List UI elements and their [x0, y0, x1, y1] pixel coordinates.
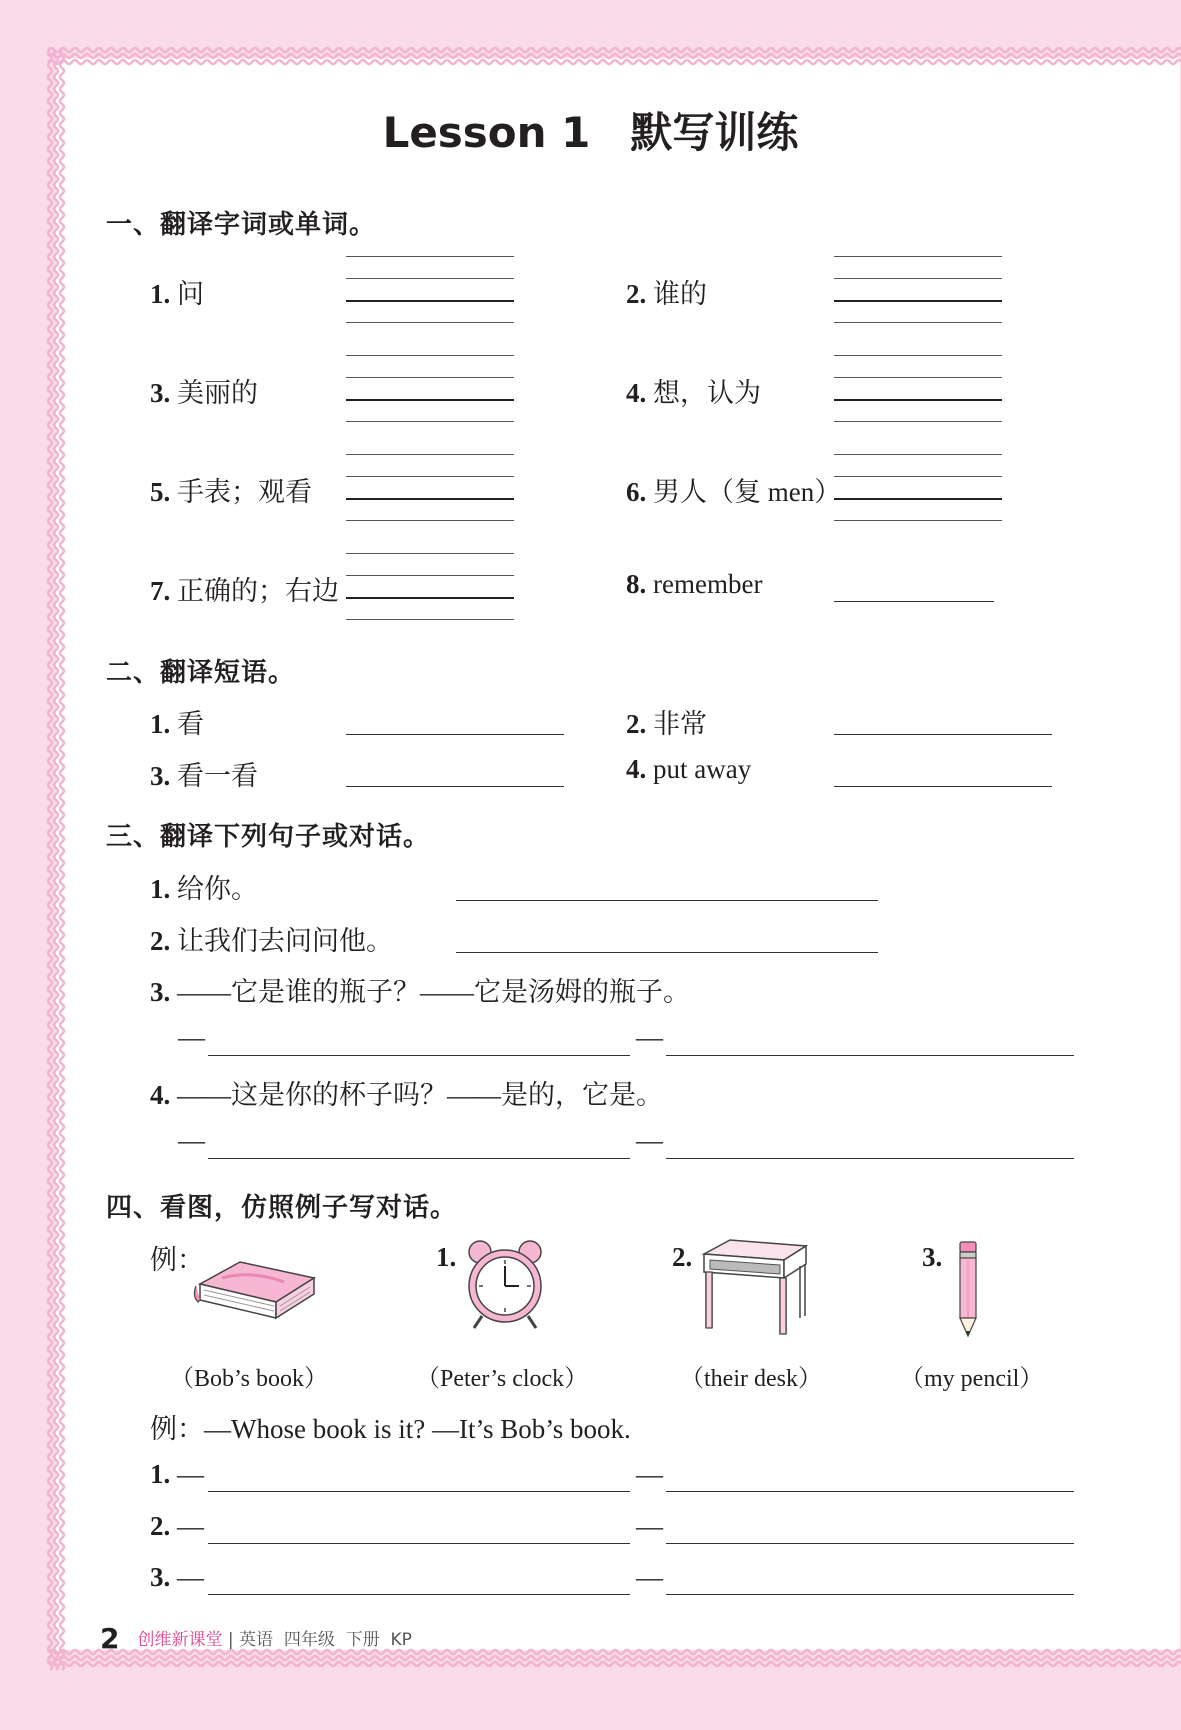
s3-item-4: 4. ——这是你的杯子吗？——是的，它是。 — [150, 1080, 663, 1110]
answer-line[interactable] — [346, 786, 564, 787]
answer-line[interactable] — [666, 1594, 1074, 1595]
s1-item-4: 4. 想，认为 — [626, 378, 761, 408]
desk-icon — [700, 1238, 810, 1336]
section2-heading: 二、翻译短语。 — [106, 658, 296, 688]
caption-peters-clock: （Peter’s clock） — [416, 1366, 589, 1392]
brand-name: 创维新课堂 — [137, 1630, 223, 1650]
picture-number: 3. — [922, 1242, 943, 1272]
s3-item-2: 2. 让我们去问问他。 — [150, 926, 393, 956]
s2-item-2: 2. 非常 — [626, 709, 707, 739]
s2-item-1: 1. 看 — [150, 709, 204, 739]
section4-heading: 四、看图，仿照例子写对话。 — [106, 1193, 458, 1223]
s1-item-7: 7. 正确的；右边 — [150, 576, 339, 606]
answer-line[interactable] — [666, 1543, 1074, 1544]
answer-line[interactable] — [456, 900, 878, 901]
dash: — — [178, 1022, 205, 1052]
answer-line[interactable] — [666, 1158, 1074, 1159]
s1-item-6: 6. 男人（复 men） — [626, 477, 842, 507]
answer-line[interactable] — [208, 1055, 630, 1056]
s1-item-8: 8. remember — [626, 569, 763, 599]
dash: — — [636, 1022, 663, 1052]
s4-answer-1: 1. — — [150, 1459, 204, 1489]
example-dialog: 例：—Whose book is it? —It’s Bob’s book. — [150, 1414, 631, 1444]
dash: — — [636, 1459, 663, 1489]
example-label: 例： — [150, 1245, 204, 1275]
caption-bobs-book: （Bob’s book） — [170, 1366, 329, 1392]
s1-item-5: 5. 手表；观看 — [150, 477, 312, 507]
section1-heading: 一、翻译字词或单词。 — [106, 210, 377, 240]
alarm-clock-icon — [462, 1238, 548, 1330]
four-line-grid[interactable] — [346, 355, 514, 421]
answer-line[interactable] — [834, 734, 1052, 735]
answer-line[interactable] — [208, 1158, 630, 1159]
lesson-number: Lesson 1 — [382, 108, 591, 157]
s1-item-1: 1. 问 — [150, 279, 204, 309]
four-line-grid[interactable] — [346, 553, 514, 619]
answer-line[interactable] — [666, 1491, 1074, 1492]
s4-answer-3: 3. — — [150, 1562, 204, 1592]
page-title — [0, 100, 1181, 160]
footer-separator: | — [227, 1630, 234, 1650]
four-line-grid[interactable] — [834, 256, 1002, 322]
s3-item-3: 3. ——它是谁的瓶子？——它是汤姆的瓶子。 — [150, 977, 690, 1007]
four-line-grid[interactable] — [834, 355, 1002, 421]
dash: — — [636, 1562, 663, 1592]
pencil-icon — [956, 1238, 980, 1338]
page-footer — [100, 1622, 412, 1655]
dash: — — [636, 1511, 663, 1541]
lesson-name: 默写训练 — [630, 108, 799, 157]
dash: — — [178, 1125, 205, 1155]
s1-item-2: 2. 谁的 — [626, 279, 707, 309]
s2-item-4: 4. put away — [626, 754, 752, 784]
four-line-grid[interactable] — [346, 454, 514, 520]
answer-line[interactable] — [834, 601, 994, 602]
answer-line[interactable] — [834, 786, 1052, 787]
caption-their-desk: （their desk） — [680, 1366, 822, 1392]
answer-line[interactable] — [208, 1594, 630, 1595]
four-line-grid[interactable] — [834, 454, 1002, 520]
picture-number: 2. — [672, 1242, 693, 1272]
answer-line[interactable] — [208, 1491, 630, 1492]
s1-item-3: 3. 美丽的 — [150, 378, 258, 408]
dash: — — [636, 1125, 663, 1155]
page-number: 2 — [100, 1622, 120, 1655]
book-icon — [192, 1256, 322, 1324]
answer-line[interactable] — [346, 734, 564, 735]
s2-item-3: 3. 看一看 — [150, 761, 258, 791]
four-line-grid[interactable] — [346, 256, 514, 322]
footer-info: 英语 四年级 下册 KP — [239, 1630, 412, 1650]
answer-line[interactable] — [456, 952, 878, 953]
section3-heading: 三、翻译下列句子或对话。 — [106, 822, 431, 852]
s4-answer-2: 2. — — [150, 1511, 204, 1541]
s3-item-1: 1. 给你。 — [150, 874, 258, 904]
picture-number: 1. — [436, 1242, 457, 1272]
answer-line[interactable] — [666, 1055, 1074, 1056]
answer-line[interactable] — [208, 1543, 630, 1544]
caption-my-pencil: （my pencil） — [900, 1366, 1044, 1392]
